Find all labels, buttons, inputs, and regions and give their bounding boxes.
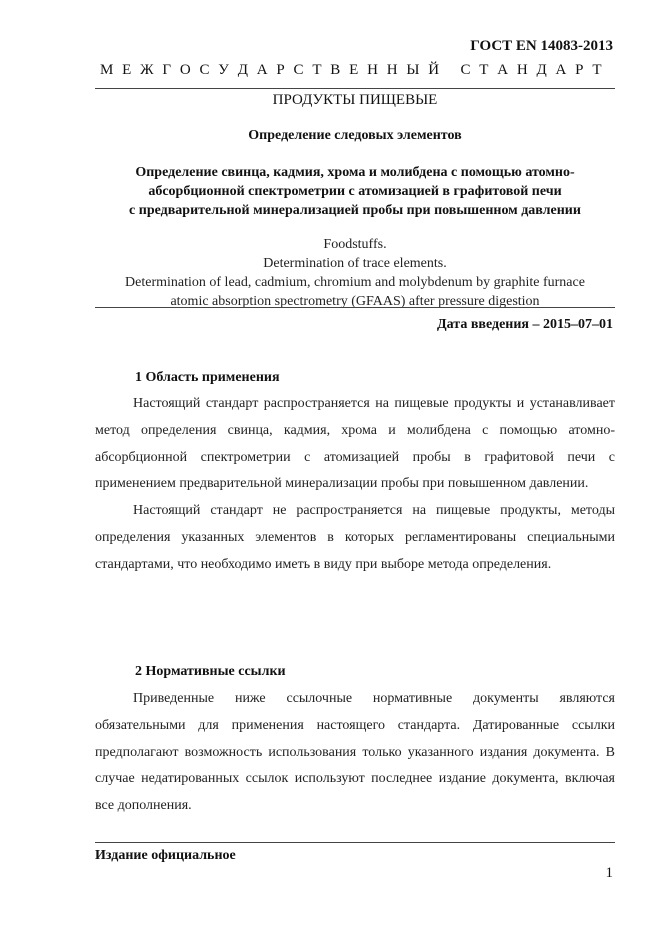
standard-type-letter: Н: [386, 62, 403, 78]
title-rule: [95, 307, 615, 308]
standard-type-letter: В: [330, 62, 345, 78]
standard-type-letter: Ы: [406, 62, 424, 78]
section-body-scope: [95, 391, 615, 579]
document-subtitle: Определение следовых элементов: [248, 128, 462, 143]
paragraph: Настоящий стандарт распространяется на пищевые продукты и устанавливает метод определения свинца, кадмия, хрома и молибдена с помощью атомно-абсорбционной спектрометрии с атомизацией пробы в графитовой печи с применением предварительной минерализации пробы при повышенном давлении.: [95, 396, 615, 492]
standard-type-letter: Н: [516, 62, 533, 78]
standard-type-letter: О: [179, 62, 196, 78]
standard-type-letter: С: [199, 62, 214, 78]
section-heading-references: 2 Нормативные ссылки: [135, 664, 286, 679]
standard-type-letter: А: [497, 62, 513, 78]
standard-type-letter: Й: [428, 62, 444, 78]
standard-type-letter: Н: [367, 62, 383, 78]
paragraph: Приведенные ниже ссылочные нормативные документы являются обязательными для применения настоящего стандарта. Датированные ссылки предполагают возможность использования только указанного издания документа. В случае недатированных ссылок используют последнее издание документа, включая все дополнения.: [95, 691, 615, 814]
document-code: ГОСТ EN 14083-2013: [470, 38, 613, 54]
standard-type-letter: С: [293, 62, 309, 78]
header-rule: [95, 88, 615, 89]
standard-type-letter: Г: [162, 62, 176, 78]
page-number: 1: [605, 865, 613, 881]
introduction-date: Дата введения – 2015–07–01: [437, 317, 613, 332]
english-title-line: Determination of trace elements.: [263, 256, 447, 271]
english-title-line: Foodstuffs.: [323, 237, 387, 252]
standard-type: [100, 62, 606, 79]
standard-type-letter: Е: [122, 62, 136, 78]
standard-type-letter: С: [460, 62, 475, 78]
russian-title: [60, 163, 650, 220]
english-title-line: atomic absorption spectrometry (GFAAS) after pressure digestion: [170, 294, 540, 309]
standard-type-letter: Р: [276, 62, 290, 78]
standard-type-letter: Т: [479, 62, 493, 78]
russian-title-line: с предварительной минерализацией пробы при повышенном давлении: [129, 203, 581, 218]
english-title-line: Determination of lead, cadmium, chromium and molybdenum by graphite furnace: [125, 275, 585, 290]
standard-type-letter: А: [555, 62, 571, 78]
standard-type-letter: У: [218, 62, 234, 78]
standard-type-letter: Е: [349, 62, 363, 78]
standard-type-letter: Д: [536, 62, 552, 78]
standard-type-letter: Р: [575, 62, 589, 78]
english-title: [60, 235, 650, 311]
russian-title-line: Определение свинца, кадмия, хрома и молибдена с помощью атомно-: [135, 165, 575, 180]
standard-type-letter: М: [100, 62, 118, 78]
official-edition-label: Издание официальное: [95, 848, 236, 863]
document-title: ПРОДУКТЫ ПИЩЕВЫЕ: [272, 92, 438, 108]
standard-type-letter: Т: [312, 62, 326, 78]
footer-rule: [95, 842, 615, 843]
standard-type-letter: [448, 62, 456, 79]
section-body-references: [95, 686, 615, 820]
standard-type-letter: А: [256, 62, 273, 78]
standard-type-letter: Д: [237, 62, 253, 78]
russian-title-line: абсорбционной спектрометрии с атомизацией в графитовой печи: [148, 184, 562, 199]
standard-type-letter: Ж: [140, 62, 159, 78]
section-heading-scope: 1 Область применения: [135, 370, 280, 385]
standard-type-letter: Т: [592, 62, 606, 78]
paragraph: Настоящий стандарт не распространяется на пищевые продукты, методы определения указанных элементов в которых регламентированы специальными стандартами, что необходимо иметь в виду при выборе метода определения.: [95, 503, 615, 572]
